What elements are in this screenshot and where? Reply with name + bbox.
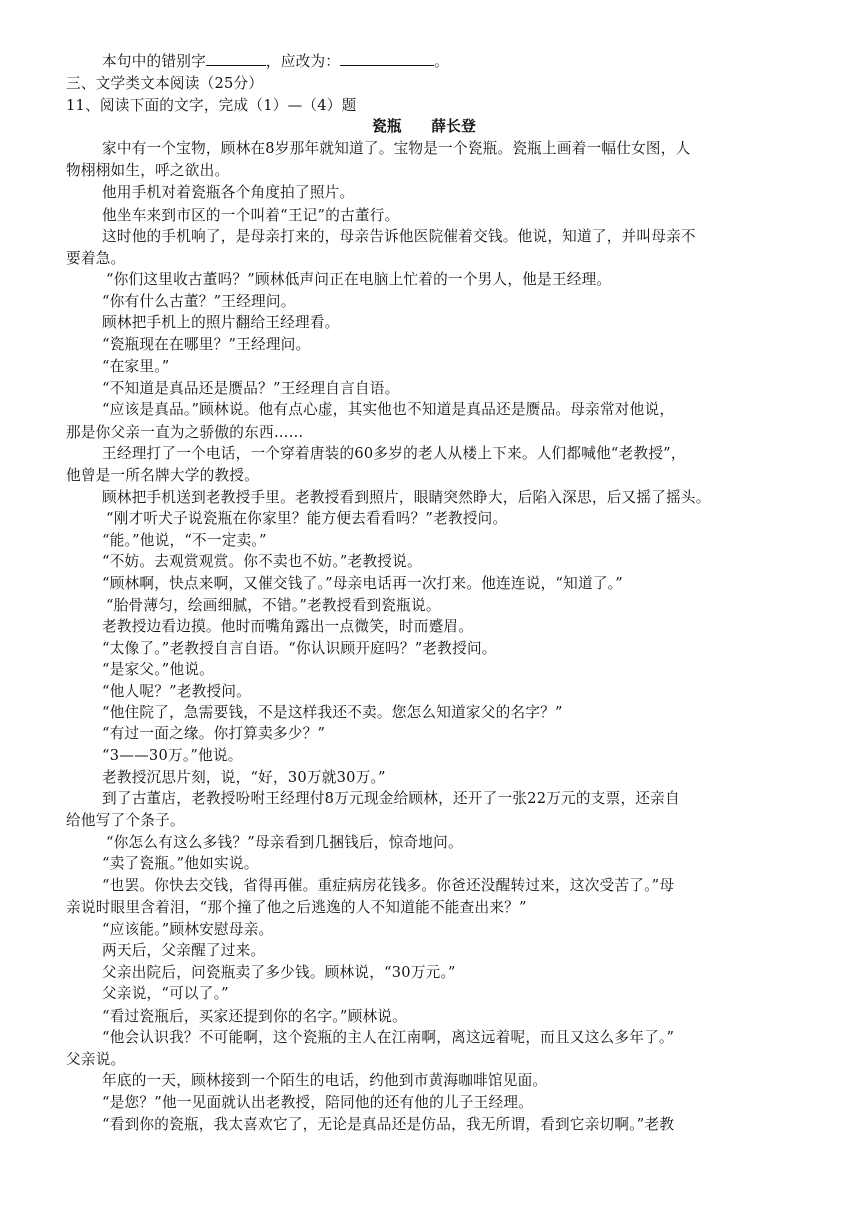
passage-line: “不妨。去观赏观赏。你不卖也不妨。”老教授说。 <box>102 553 422 570</box>
passage-line: “他住院了，急需要钱，不是这样我还不卖。您怎么知道家父的名字？” <box>102 704 563 721</box>
passage-line: 家中有一个宝物，顾林在8岁那年就知道了。宝物是一个瓷瓶。瓷瓶上画着一幅仕女图，人 <box>102 140 691 157</box>
passage-line: “胎骨薄匀，绘画细腻，不错。”老教授看到瓷瓶说。 <box>106 597 441 614</box>
passage-line: 那是你父亲一直为之骄傲的东西…… <box>66 424 304 441</box>
passage-title: 瓷瓶 薛长登 <box>372 118 476 135</box>
blank-line-prefix: 本句中的错别字 <box>102 53 206 70</box>
passage-line: 年底的一天，顾林接到一个陌生的电话，约他到市黄海咖啡馆见面。 <box>102 1072 548 1089</box>
passage-line: “他会认识我？不可能啊，这个瓷瓶的主人在江南啊，离这远着呢，而且又这么多年了。” <box>102 1029 675 1046</box>
passage-line: “太像了。”老教授自言自语。“你认识顾开庭吗？”老教授问。 <box>102 640 497 657</box>
passage-line: “他人呢？”老教授问。 <box>102 683 252 700</box>
passage-line: 物栩栩如生，呼之欲出。 <box>66 162 230 179</box>
passage-line: “你有什么古董？”王经理问。 <box>102 293 296 310</box>
section-heading: 11、阅读下面的文字，完成（1）—（4）题 <box>66 97 357 114</box>
question-blank-line <box>102 50 449 72</box>
passage-line: “能。”他说，“不一定卖。” <box>102 532 267 549</box>
passage-line: 到了古董店，老教授吩咐王经理付8万元现金给顾林，还开了一张22万元的支票，还亲自 <box>102 790 680 807</box>
passage-line: “3——30万。”他说。 <box>102 747 243 764</box>
passage-line: “你们这里收古董吗？”顾林低声问正在电脑上忙着的一个男人，他是王经理。 <box>106 271 612 288</box>
blank-line-suffix: 。 <box>434 53 450 70</box>
passage-line: 他用手机对着瓷瓶各个角度拍了照片。 <box>102 184 355 201</box>
passage-line: 亲说时眼里含着泪，“那个撞了他之后逃逸的人不知道能不能查出来？” <box>66 899 527 916</box>
passage-line: “是家父。”他说。 <box>102 661 215 678</box>
passage-line: “看过瓷瓶后，买家还提到你的名字。”顾林说。 <box>102 1008 407 1025</box>
passage-line: “也罢。你快去交钱，省得再催。重症病房花钱多。你爸还没醒转过来，这次受苦了。”母 <box>102 877 675 894</box>
passage-line: “是您？”他一见面就认出老教授，陪同他的还有他的儿子王经理。 <box>102 1094 534 1111</box>
passage-line: 顾林把手机上的照片翻给王经理看。 <box>102 314 340 331</box>
passage-line: “看到你的瓷瓶，我太喜欢它了，无论是真品还是仿品，我无所谓，看到它亲切啊。”老教 <box>102 1116 675 1133</box>
passage-line: “卖了瓷瓶。”他如实说。 <box>102 855 259 872</box>
blank-line-middle: ，应改为： <box>265 53 341 70</box>
passage-line: 老教授沉思片刻，说，“好，30万就30万。” <box>102 769 386 786</box>
passage-line: “刚才听犬子说瓷瓶在你家里？能方便去看看吗？”老教授问。 <box>106 510 508 527</box>
fill-blank-2[interactable] <box>340 50 434 66</box>
passage-line: “应该能。”顾林安慰母亲。 <box>102 921 274 938</box>
passage-line: 父亲出院后，问瓷瓶卖了多少钱。顾林说，“30万元。” <box>102 964 456 981</box>
passage-line: 要着急。 <box>66 250 126 267</box>
passage-line: 两天后，父亲醒了过来。 <box>102 942 266 959</box>
passage-line: “有过一面之缘。你打算卖多少？” <box>102 725 326 742</box>
passage-line: 这时他的手机响了，是母亲打来的，母亲告诉他医院催着交钱。他说，知道了，并叫母亲不 <box>102 228 696 245</box>
passage-line: 给他写了个条子。 <box>66 812 185 829</box>
passage-line: 他曾是一所名牌大学的教授。 <box>66 467 259 484</box>
section-heading: 三、文学类文本阅读（25分） <box>66 75 264 92</box>
passage-line: “在家里。” <box>102 358 170 375</box>
passage-line: “瓷瓶现在在哪里？”王经理问。 <box>102 336 311 353</box>
passage-line: 王经理打了一个电话，一个穿着唐装的60多岁的老人从楼上下来。人们都喊他“老教授”， <box>102 445 686 462</box>
passage-line: “不知道是真品还是赝品？”王经理自言自语。 <box>102 380 400 397</box>
passage-line: 父亲说。 <box>66 1051 126 1068</box>
passage-line: 父亲说，“可以了。” <box>102 985 229 1002</box>
fill-blank-1[interactable] <box>206 50 266 66</box>
passage-line: “顾林啊，快点来啊，又催交钱了。”母亲电话再一次打来。他连连说，“知道了。” <box>102 575 623 592</box>
passage-line: “你怎么有这么多钱？”母亲看到几捆钱后，惊奇地问。 <box>106 834 463 851</box>
passage-line: 老教授边看边摸。他时而嘴角露出一点微笑，时而蹙眉。 <box>102 618 474 635</box>
passage-line: 他坐车来到市区的一个叫着“王记”的古董行。 <box>102 207 400 224</box>
passage-line: “应该是真品。”顾林说。他有点心虚，其实他也不知道是真品还是赝品。母亲常对他说， <box>102 401 675 418</box>
passage-line: 顾林把手机送到老教授手里。老教授看到照片，眼睛突然睁大，后陷入深思，后又摇了摇头。 <box>102 489 711 506</box>
